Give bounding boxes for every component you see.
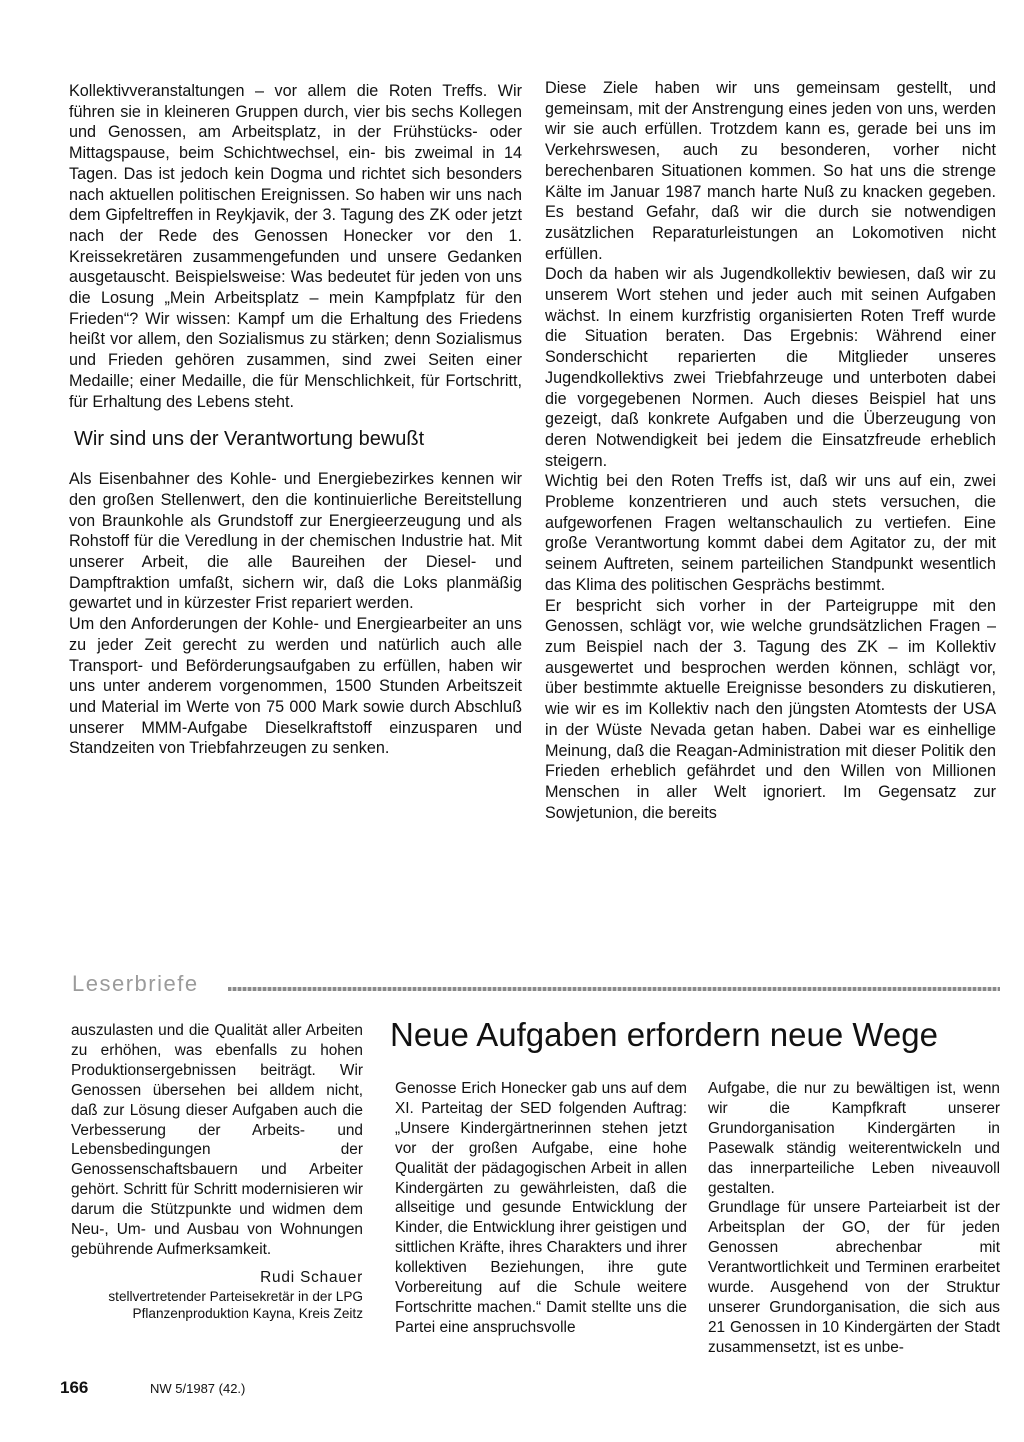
paragraph: Genosse Erich Honecker gab uns auf dem XI. Parteitag der SED folgenden Auftrag: „Unsere Kindergärtnerinnen stehen jetzt vor der großen Aufgabe, eine hohe Qualität der pädagogischen Arbeit in allen Kindergärten zu gewährleisten, daß die allseitige und gesunde Entwicklung der Kinder, die Entwicklung ihrer geistigen und sittlichen Kräfte, ihres Charakters und ihrer kollektiven Beziehungen, ihre gute Vorbereitung auf die Schule weitere Fortschritte machen.“ Damit stellte uns die Partei eine anspruchsvolle: [395, 1080, 687, 1336]
article-column-bottom-middle: [395, 1079, 687, 1338]
section-label: Leserbriefe: [72, 971, 199, 996]
paragraph: Um den Anforderungen der Kohle- und Energiearbeiter an uns zu jeder Zeit gerecht zu werden und natürlich auch alle Transport- und Beförderungsaufgaben zu erfüllen, haben wir uns unter anderem vorgenommen, 1500 Stunden Arbeitszeit und Material im Werte von 75 000 Mark sowie durch Abschluß unserer MMM-Aufgabe Dieselkraftstoff einzusparen und Standzeiten von Triebfahrzeugen zu senken.: [69, 615, 522, 758]
article-column-bottom-right: [708, 1079, 1000, 1358]
article-column-top-left: [69, 81, 522, 759]
paragraph: auszulasten und die Qualität aller Arbeiten zu erhöhen, was ebenfalls zu hohen Produktionsergebnissen beiträgt. Wir Genossen übersehen bei alldem nicht, daß zur Lösung dieser Aufgaben auch die Verbesserung der Arbeits- und Lebensbedingungen der Genossenschaftsbauern und Arbeiter gehört. Schritt für Schritt modernisieren wir darum die Stützpunkte und widmen dem Neu-, Um- und Ausbau von Wohnungen gebührende Aufmerksamkeit.: [71, 1022, 363, 1258]
paragraph: Diese Ziele haben wir uns gemeinsam gestellt, und gemeinsam, mit der Anstrengung eines jeden von uns, werden wir sie auch erfüllen. Trotzdem kann es, gerade bei uns im Verkehrswesen, auch zu besonderen, vorher nicht berechenbaren Situationen kommen. So hat uns die strenge Kälte im Januar 1987 manch harte Nuß zu knacken gegeben. Es bestand Gefahr, daß wir die durch sie notwendigen zusätzlichen Reparaturleistungen an Lokomotiven nicht erfüllen.: [545, 79, 996, 263]
author-name: Rudi Schauer: [260, 1268, 363, 1286]
section-divider: [60, 968, 1000, 1002]
article-headline: Neue Aufgaben erfordern neue Wege: [390, 1016, 938, 1053]
author-role: stellvertretender Parteisekretär in der LPG Pflanzenproduktion Kayna, Kreis Zeitz: [108, 1288, 363, 1322]
issue-label: NW 5/1987 (42.): [150, 1381, 246, 1396]
section-heading: Wir sind uns der Verantwortung bewußt: [74, 428, 425, 451]
paragraph: Aufgabe, die nur zu bewältigen ist, wenn wir die Kampfkraft unserer Grundorganisation Kindergärten in Pasewalk ständig weiterentwickeln und das innerparteiliche Leben niveauvoll gestalten.: [708, 1080, 1000, 1197]
paragraph: Doch da haben wir als Jugendkollektiv bewiesen, daß wir zu unserem Wort stehen und jeder auch mit seinen Aufgaben wächst. In einem kurzfristig organisierten Roten Treff wurde die Situation beraten. Das Ergebnis: Während einer Sonderschicht reparierten die Mitglieder unseres Jugendkollektivs zwei Triebfahrzeuge und unterboten dabei die vorgegebenen Normen. Auch dieses Beispiel hat uns gezeigt, daß konkrete Aufgaben und die Überzeugung von deren Notwendigkeit bei jedem die Einsatzfreude erheblich steigern.: [545, 265, 996, 470]
paragraph: Er bespricht sich vorher in der Parteigruppe mit den Genossen, schlägt vor, wie welche grundsätzlichen Fragen – zum Beispiel nach der 3. Tagung des ZK – im Kollektiv ausgewertet und besprochen werden können, schlägt vor, über bestimmte aktuelle Ereignisse besonders zu diskutieren, wie wir es im Kollektiv nach den jüngsten Atomtests der USA in der Wüste Nevada getan haben. Dabei war es einhellige Meinung, daß die Reagan-Administration mit dieser Politik den Frieden erheblich gefährdet und den Willen von Millionen Menschen in aller Welt ignoriert. Im Gegensatz zur Sowjetunion, die bereits: [545, 596, 996, 822]
page-number: 166: [60, 1378, 89, 1397]
paragraph: Wichtig bei den Roten Treffs ist, daß wir uns auf ein, zwei Probleme konzentrieren und auch stets versuchen, die aufgeworfenen Fragen weltanschaulich zu vertiefen. Eine große Verantwortung kommt dabei dem Agitator zu, der mit seinem Auftreten, seinem parteilichen Standpunkt wesentlich das Klima des politischen Gesprächs bestimmt.: [545, 472, 996, 594]
paragraph: Kollektivveranstaltungen – vor allem die Roten Treffs. Wir führen sie in kleineren Gruppen durch, vier bis sechs Kollegen und Genossen, am Arbeitsplatz, in der Frühstücks- oder Mittagspause, beim Schichtwechsel, ein- bis zweimal in 14 Tagen. Das ist jedoch kein Dogma und richtet sich besonders nach aktuellen politischen Ereignissen. So haben wir uns nach dem Gipfeltreffen in Reykjavik, der 3. Tagung des ZK oder jetzt nach der Rede des Genossen Honecker vor den 1. Kreissekretären zusammengefunden und unsere Gedanken ausgetauscht. Beispielsweise: Was bedeutet für jeden von uns die Losung „Mein Arbeitsplatz – mein Kampfplatz für den Frieden“? Wir wissen: Kampf um die Erhaltung des Friedens heißt vor allem, den Sozialismus zu stärken; denn Sozialismus und Frieden gehören zusammen, sind zwei Seiten einer Medaille; einer Medaille, die für Menschlichkeit, für Fortschritt, für Erhaltung des Lebens steht.: [69, 82, 522, 411]
paragraph: Grundlage für unsere Parteiarbeit ist der Arbeitsplan der GO, der für jeden Genossen abrechenbar mit Verantwortlichkeit und Terminen erarbeitet wurde. Ausgehend von der Struktur unserer Grundorganisation, die sich aus 21 Genossen in 10 Kindergärten der Stadt zusammensetzt, ist es unbe-: [708, 1199, 1000, 1356]
paragraph: Als Eisenbahner des Kohle- und Energiebezirkes kennen wir den großen Stellenwert, den die kontinuierliche Bereitstellung von Braunkohle als Grundstoff zur Energieerzeugung und als Rohstoff für die Veredlung in der chemischen Industrie hat. Mit unserer Arbeit, die alle Baureihen der Diesel- und Dampftraktion umfaßt, sichern wir, daß die Loks planmäßig gewartet und in kürzester Frist repariert werden.: [69, 470, 522, 613]
article-column-top-right: [545, 78, 996, 823]
letter-column: [71, 1021, 363, 1323]
dotted-rule: [228, 987, 1000, 991]
